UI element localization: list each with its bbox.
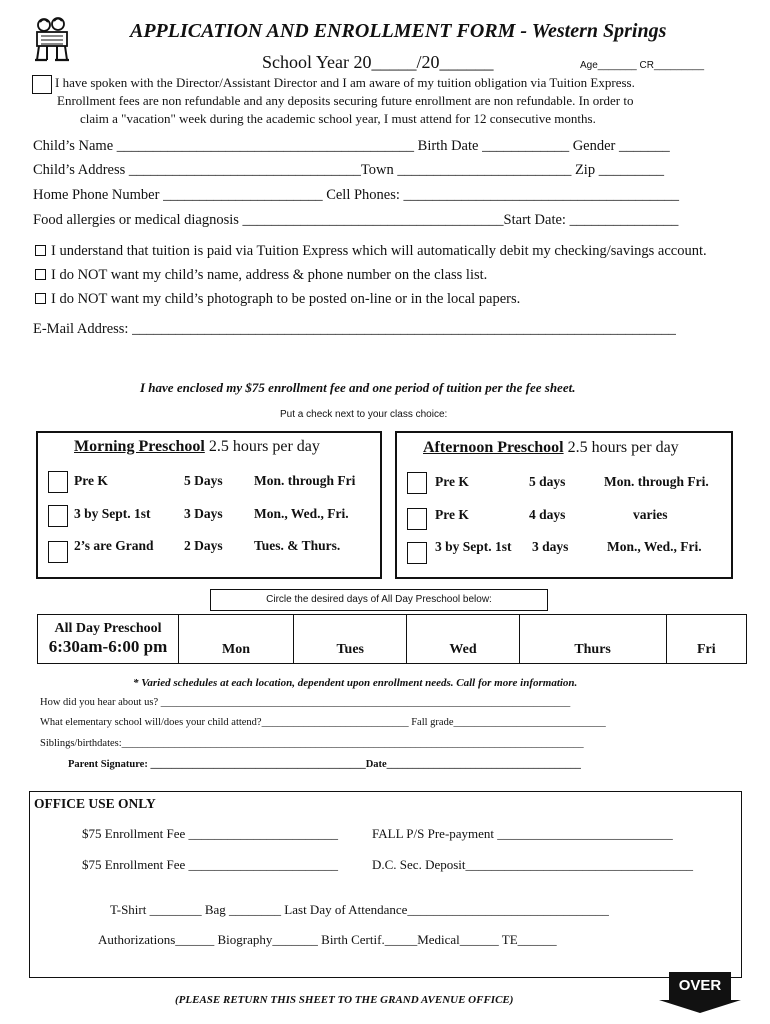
day-mon[interactable]: Mon — [179, 615, 294, 664]
enclosed-fee-statement: I have enclosed my $75 enrollment fee and one period of tuition per the fee sheet. — [140, 380, 576, 395]
enrollment-fee-1[interactable]: $75 Enrollment Fee _______________________ — [82, 826, 339, 841]
tshirt-bag-row[interactable]: T-Shirt ________ Bag ________ Last Day of Attendance_______________________________ — [110, 902, 609, 917]
notice-line-1: I have spoken with the Director/Assistant Director and I am aware of my tuition obligation via Tuition Express. — [55, 75, 635, 90]
fall-prepayment[interactable]: FALL P/S Pre-payment ___________________________ — [372, 826, 673, 841]
morning-option-1-name: Pre K — [74, 473, 108, 488]
afternoon-option-1-when: Mon. through Fri. — [604, 474, 709, 489]
morning-option-1-checkbox[interactable] — [48, 471, 68, 493]
morning-option-3-days: 2 Days — [184, 538, 223, 553]
afternoon-option-1-name: Pre K — [435, 474, 469, 489]
allergies-row[interactable]: Food allergies or medical diagnosis ____________________________________Start Date: _______________ — [33, 212, 679, 228]
day-thurs[interactable]: Thurs — [519, 615, 666, 664]
checkbox-icon[interactable] — [35, 269, 46, 280]
office-use-title: OFFICE USE ONLY — [34, 796, 156, 811]
morning-option-2-days: 3 Days — [184, 506, 223, 521]
afternoon-preschool-box — [395, 431, 733, 579]
school-year-field[interactable]: School Year 20_____/20______ — [262, 52, 494, 72]
check-tuition-express[interactable]: I understand that tuition is paid via Tuition Express which will automatically debit my checking/savings account. — [35, 243, 707, 260]
afternoon-option-1-checkbox[interactable] — [407, 472, 427, 494]
morning-option-2-checkbox[interactable] — [48, 505, 68, 527]
day-tues[interactable]: Tues — [294, 615, 407, 664]
afternoon-option-1-days: 5 days — [529, 474, 566, 489]
phone-row[interactable]: Home Phone Number ______________________ Cell Phones: ______________________________________ — [33, 187, 680, 203]
afternoon-option-2-checkbox[interactable] — [407, 508, 427, 530]
afternoon-option-2-when: varies — [633, 507, 668, 522]
afternoon-option-3-days: 3 days — [532, 539, 569, 554]
check-photograph[interactable]: I do NOT want my child’s photograph to be posted on-line or in the local papers. — [35, 291, 520, 308]
dc-sec-deposit[interactable]: D.C. Sec. Deposit___________________________________ — [372, 857, 694, 872]
varied-schedules-note: * Varied schedules at each location, dependent upon enrollment needs. Call for more information. — [133, 677, 578, 689]
afternoon-option-3-name: 3 by Sept. 1st — [435, 539, 512, 554]
all-day-label-cell — [38, 615, 179, 664]
morning-option-2-when: Mon., Wed., Fri. — [254, 506, 349, 521]
morning-option-3-checkbox[interactable] — [48, 541, 68, 563]
notice-line-2: Enrollment fees are non refundable and any deposits securing future enrollment are non refundable. In order to — [57, 93, 634, 108]
checkbox-icon[interactable] — [35, 245, 46, 256]
all-day-hours: 6:30am-6:00 pm — [48, 637, 168, 656]
afternoon-header: Afternoon Preschool 2.5 hours per day — [423, 439, 679, 456]
afternoon-option-2-name: Pre K — [435, 507, 469, 522]
school-logo — [33, 16, 71, 64]
over-label: OVER — [678, 977, 722, 994]
day-wed[interactable]: Wed — [407, 615, 519, 664]
all-day-instruction: Circle the desired days of All Day Preschool below: — [210, 589, 548, 611]
check-class-list[interactable]: I do NOT want my child’s name, address & phone number on the class list. — [35, 267, 487, 284]
morning-option-1-days: 5 Days — [184, 473, 223, 488]
return-instructions: (PLEASE RETURN THIS SHEET TO THE GRAND AVENUE OFFICE) — [175, 994, 514, 1006]
morning-preschool-box — [36, 431, 382, 579]
afternoon-option-3-when: Mon., Wed., Fri. — [607, 539, 702, 554]
age-cr-field[interactable]: Age_______ CR_________ — [580, 60, 704, 71]
siblings-question[interactable]: Siblings/birthdates:________________________________________________________________________________________ — [40, 738, 584, 749]
tuition-acknowledgement-checkbox[interactable] — [32, 75, 52, 94]
afternoon-option-2-days: 4 days — [529, 507, 566, 522]
enrollment-fee-2[interactable]: $75 Enrollment Fee _______________________ — [82, 857, 339, 872]
all-day-days-table — [37, 614, 747, 664]
child-name-row[interactable]: Child’s Name _________________________________________ Birth Date ____________ Gender _______ — [33, 138, 670, 154]
elementary-school-question[interactable]: What elementary school will/does your child attend?____________________________ Fall grade_____________________________ — [40, 717, 606, 728]
all-day-label: All Day Preschool — [54, 621, 162, 636]
class-choice-instruction: Put a check next to your class choice: — [280, 409, 448, 420]
form-title: APPLICATION AND ENROLLMENT FORM - Western Springs — [130, 20, 667, 42]
morning-option-3-when: Tues. & Thurs. — [254, 538, 341, 553]
parent-signature-row[interactable]: Parent Signature: _________________________________________Date_____________________________________ — [68, 759, 581, 770]
notice-line-3: claim a "vacation" week during the academic school year, I must attend for 12 consecutive months. — [80, 111, 596, 126]
morning-header: Morning Preschool 2.5 hours per day — [74, 438, 320, 455]
morning-option-3-name: 2’s are Grand — [74, 538, 154, 553]
day-fri[interactable]: Fri — [666, 615, 746, 664]
morning-option-2-name: 3 by Sept. 1st — [74, 506, 151, 521]
afternoon-option-3-checkbox[interactable] — [407, 542, 427, 564]
checkbox-icon[interactable] — [35, 293, 46, 304]
referral-question[interactable]: How did you hear about us? ______________________________________________________________________________ — [40, 697, 571, 708]
authorizations-row[interactable]: Authorizations______ Biography_______ Birth Certif._____Medical______ TE______ — [98, 932, 557, 947]
child-address-row[interactable]: Child’s Address ________________________________Town ________________________ Zip _________ — [33, 162, 664, 178]
over-arrow-icon — [657, 970, 743, 1014]
email-row[interactable]: E-Mail Address: ___________________________________________________________________________ — [33, 321, 676, 337]
office-use-box — [29, 791, 742, 978]
morning-option-1-when: Mon. through Fri — [254, 473, 356, 488]
